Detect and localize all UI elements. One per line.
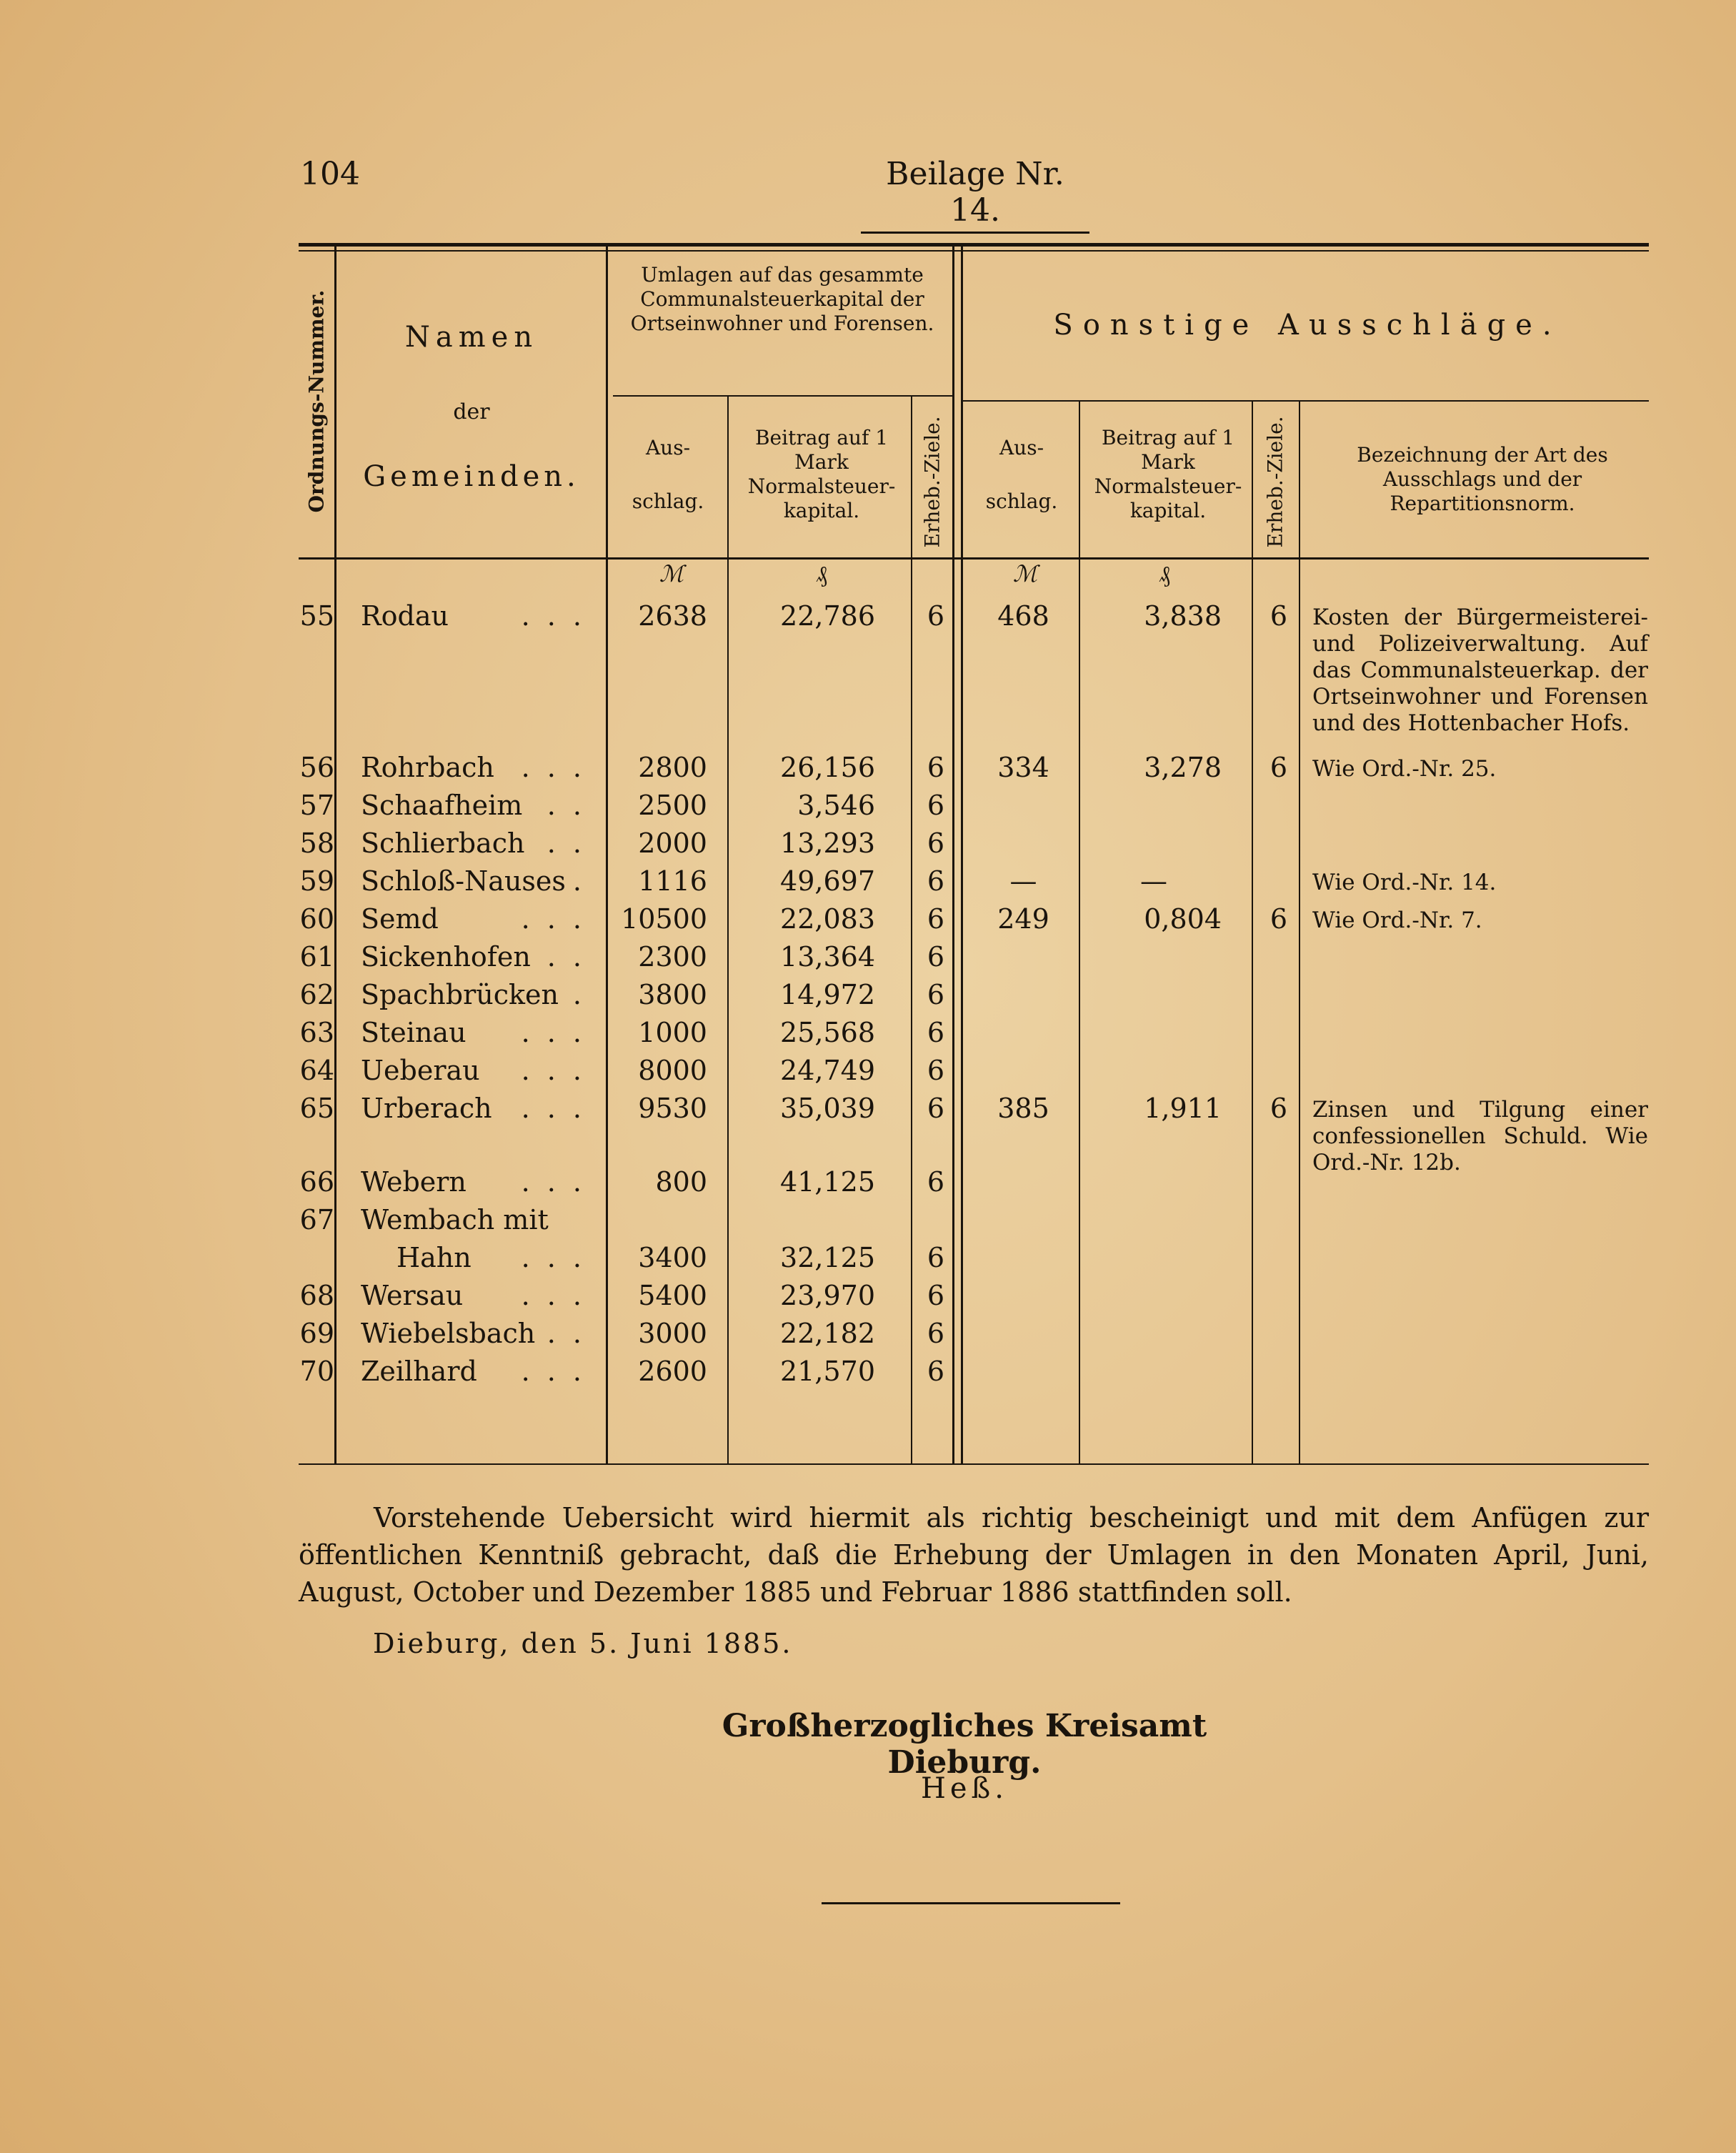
row-ausschlag-1: 800 — [655, 1166, 707, 1198]
row-ausschlag-2: 249 — [997, 903, 1049, 935]
row-name: Wiebelsbach — [361, 1318, 536, 1349]
row-name: Rohrbach — [361, 752, 494, 783]
table-row — [0, 865, 1736, 903]
row-ziele-1: 6 — [927, 1318, 945, 1349]
table-row — [0, 1204, 1736, 1242]
row-dots: . — [572, 979, 586, 1010]
unit-pf-2: ₰ — [1159, 560, 1170, 587]
row-number: 56 — [299, 752, 334, 783]
row-beitrag-1: 13,364 — [780, 941, 875, 973]
row-beitrag-1: 21,570 — [780, 1356, 875, 1387]
table-row — [0, 600, 1736, 736]
row-ziele-1: 6 — [927, 1093, 945, 1124]
row-name: Zeilhard — [361, 1356, 477, 1387]
row-beitrag-1: 23,970 — [780, 1280, 875, 1311]
row-beitrag-2: — — [1140, 865, 1167, 897]
table-row — [0, 941, 1736, 979]
row-beitrag-1: 26,156 — [780, 752, 875, 783]
row-ausschlag-2: 334 — [997, 752, 1049, 783]
row-beitrag-2: 3,838 — [1144, 600, 1222, 632]
row-ziele-1: 6 — [927, 979, 945, 1010]
table-row — [0, 827, 1736, 865]
row-ausschlag-1: 3000 — [638, 1318, 707, 1349]
row-name: Sickenhofen — [361, 941, 531, 973]
unit-pf-1: ₰ — [816, 560, 827, 587]
row-ausschlag-2: — — [1009, 865, 1037, 897]
erheb-ziele-header-1: Erheb.-Ziele. — [920, 416, 944, 548]
row-beitrag-1: 22,182 — [780, 1318, 875, 1349]
header-bottom-rule — [299, 557, 1649, 560]
row-name: Urberach — [361, 1093, 492, 1124]
row-note: Zinsen und Tilgung einer confessionellen Schuld. Wie Ord.-Nr. 12b. — [1312, 1097, 1648, 1175]
table-row — [0, 790, 1736, 827]
row-dots: . . — [547, 790, 586, 821]
table-row — [0, 1356, 1736, 1393]
sub-header-rule-right — [963, 400, 1649, 402]
row-ziele-1: 6 — [927, 1166, 945, 1198]
row-ziele-1: 6 — [927, 1280, 945, 1311]
table-row — [0, 1280, 1736, 1318]
row-name: Spachbrücken — [361, 979, 559, 1010]
signature: Heß. — [921, 1772, 1008, 1805]
row-dots: . . . — [521, 752, 586, 783]
row-beitrag-1: 3,546 — [797, 790, 875, 821]
unit-mark-2: ℳ — [1012, 560, 1038, 587]
ausschlag-header-1b: schlag. — [632, 489, 704, 513]
row-dots: . . . — [521, 1017, 586, 1048]
row-name: Semd — [361, 903, 439, 935]
row-beitrag-1: 41,125 — [780, 1166, 875, 1198]
row-ausschlag-1: 2638 — [638, 600, 707, 632]
row-number: 60 — [299, 903, 334, 935]
table-top-rule — [299, 243, 1649, 247]
ordnungsnummer-header: Ordnungs-Nummer. — [304, 289, 329, 513]
table-row — [0, 1017, 1736, 1055]
row-name: Schaafheim — [361, 790, 523, 821]
row-number: 64 — [299, 1055, 334, 1086]
closing-rule — [822, 1902, 1120, 1904]
row-name: Ueberau — [361, 1055, 480, 1086]
row-dots: . . — [547, 827, 586, 859]
row-ziele-2: 6 — [1269, 1093, 1288, 1124]
row-beitrag-1: 22,786 — [780, 600, 875, 632]
row-number: 59 — [299, 865, 334, 897]
row-ziele-2: 6 — [1269, 903, 1288, 935]
row-ziele-1: 6 — [927, 903, 945, 935]
table-top-rule-thin — [299, 250, 1649, 252]
sub-header-rule-left — [613, 395, 954, 397]
row-number: 57 — [299, 790, 334, 821]
row-ausschlag-1: 2800 — [638, 752, 707, 783]
row-beitrag-1: 13,293 — [780, 827, 875, 859]
row-name: Rodau — [361, 600, 449, 632]
ausschlag-header-1a: Aus- — [645, 436, 691, 459]
row-beitrag-1: 14,972 — [780, 979, 875, 1010]
sonstige-header: Sonstige Ausschläge. — [1053, 309, 1562, 342]
page-title: Beilage Nr. 14. — [861, 156, 1089, 234]
bezeichnung-header: Bezeichnung der Art des Ausschlags und der Repartitionsnorm. — [1357, 443, 1608, 515]
unit-mark-1: ℳ — [659, 560, 684, 587]
row-beitrag-2: 0,804 — [1144, 903, 1222, 935]
row-ausschlag-1: 2500 — [638, 790, 707, 821]
certification-paragraph: Vorstehende Uebersicht wird hiermit als richtig bescheinigt und mit dem Anfügen zur öffentlichen Kenntniß gebracht, daß die Erhebung der Umlagen in den Monaten April, Juni, August, October und Dezember 1885 und Februar 1886 stattfinden soll. — [299, 1502, 1649, 1608]
table-row — [0, 1166, 1736, 1204]
table-row — [0, 1242, 1736, 1280]
row-name: Schloß-Nauses — [361, 865, 566, 897]
row-dots: . . . — [521, 1055, 586, 1086]
table-row — [0, 903, 1736, 941]
row-ziele-1: 6 — [927, 941, 945, 973]
row-name: Webern — [361, 1166, 467, 1198]
row-beitrag-1: 25,568 — [780, 1017, 875, 1048]
row-note: Kosten der Bürgermeisterei- und Polizeiverwaltung. Auf das Communalsteuerkap. der Ortseinwohner und Forensen und des Hottenbacher Hofs. — [1312, 605, 1648, 736]
table-row — [0, 1093, 1736, 1175]
row-ausschlag-1: 10500 — [621, 903, 707, 935]
row-dots: . — [572, 865, 586, 897]
table-row — [0, 979, 1736, 1017]
table-bottom-rule — [299, 1463, 1649, 1465]
row-dots: . . . — [521, 903, 586, 935]
row-name: Wersau — [361, 1280, 464, 1311]
row-ziele-1: 6 — [927, 1356, 945, 1387]
namen-header: Namen — [404, 321, 539, 354]
row-number: 63 — [299, 1017, 334, 1048]
row-number: 66 — [299, 1166, 334, 1198]
row-dots: . . . — [521, 1242, 586, 1273]
row-beitrag-1: 49,697 — [780, 865, 875, 897]
erheb-ziele-header-2: Erheb.-Ziele. — [1263, 416, 1287, 548]
row-dots: . . — [547, 1318, 586, 1349]
row-ausschlag-1: 8000 — [638, 1055, 707, 1086]
row-beitrag-1: 32,125 — [780, 1242, 875, 1273]
row-ziele-1: 6 — [927, 827, 945, 859]
umlagen-header: Umlagen auf das gesammte Communalsteuerkapital der Ortseinwohner und Forensen. — [630, 263, 934, 335]
row-note: Wie Ord.-Nr. 7. — [1312, 908, 1482, 933]
row-ziele-1: 6 — [927, 600, 945, 632]
table-row — [0, 1055, 1736, 1093]
row-dots: . . . — [521, 1093, 586, 1124]
row-note: Wie Ord.-Nr. 25. — [1312, 756, 1497, 782]
table-row — [0, 752, 1736, 790]
row-beitrag-1: 22,083 — [780, 903, 875, 935]
issuing-authority: Großherzogliches Kreisamt Dieburg. — [722, 1708, 1207, 1781]
beitrag-header-1: Beitrag auf 1 Mark Normalsteuer-kapital. — [747, 426, 896, 522]
row-note: Wie Ord.-Nr. 14. — [1312, 870, 1497, 895]
row-ziele-1: 6 — [927, 790, 945, 821]
row-ziele-1: 6 — [927, 1242, 945, 1273]
row-ziele-1: 6 — [927, 1055, 945, 1086]
row-ausschlag-1: 1116 — [638, 865, 707, 897]
row-dots: . . . — [521, 600, 586, 632]
row-ausschlag-1: 2000 — [638, 827, 707, 859]
beitrag-header-2: Beitrag auf 1 Mark Normalsteuer-kapital. — [1094, 426, 1242, 522]
row-beitrag-2: 1,911 — [1144, 1093, 1222, 1124]
ausschlag-header-2a: Aus- — [999, 436, 1044, 459]
row-ausschlag-1: 1000 — [638, 1017, 707, 1048]
row-ziele-1: 6 — [927, 1017, 945, 1048]
row-ausschlag-1: 3800 — [638, 979, 707, 1010]
row-name: Steinau — [361, 1017, 467, 1048]
row-ziele-2: 6 — [1269, 752, 1288, 783]
der-header: der — [453, 399, 490, 424]
row-dots: . . — [547, 941, 586, 973]
row-number: 61 — [299, 941, 334, 973]
dateline: Dieburg, den 5. Juni 1885. — [373, 1628, 793, 1659]
table-row — [0, 1318, 1736, 1356]
row-name: Hahn — [396, 1242, 472, 1273]
row-number: 65 — [299, 1093, 334, 1124]
page-number: 104 — [300, 156, 360, 192]
row-ziele-1: 6 — [927, 865, 945, 897]
row-ziele-2: 6 — [1269, 600, 1288, 632]
row-number: 62 — [299, 979, 334, 1010]
row-number: 70 — [299, 1356, 334, 1387]
row-dots: . . . — [521, 1166, 586, 1198]
ausschlag-header-2b: schlag. — [985, 489, 1058, 513]
row-ausschlag-1: 5400 — [638, 1280, 707, 1311]
row-number: 67 — [299, 1204, 334, 1235]
row-number: 68 — [299, 1280, 334, 1311]
row-dots: . . . — [521, 1280, 586, 1311]
row-ausschlag-1: 2300 — [638, 941, 707, 973]
row-ausschlag-1: 2600 — [638, 1356, 707, 1387]
row-ziele-1: 6 — [927, 752, 945, 783]
row-name: Schlierbach — [361, 827, 525, 859]
row-ausschlag-2: 385 — [997, 1093, 1049, 1124]
gemeinden-header: Gemeinden. — [363, 460, 580, 493]
row-ausschlag-1: 9530 — [638, 1093, 707, 1124]
row-beitrag-1: 24,749 — [780, 1055, 875, 1086]
row-ausschlag-1: 3400 — [638, 1242, 707, 1273]
row-beitrag-1: 35,039 — [780, 1093, 875, 1124]
row-number: 55 — [299, 600, 334, 632]
row-ausschlag-2: 468 — [997, 600, 1049, 632]
row-beitrag-2: 3,278 — [1144, 752, 1222, 783]
row-name: Wembach mit — [361, 1204, 549, 1235]
row-number: 58 — [299, 827, 334, 859]
row-number: 69 — [299, 1318, 334, 1349]
row-dots: . . . — [521, 1356, 586, 1387]
